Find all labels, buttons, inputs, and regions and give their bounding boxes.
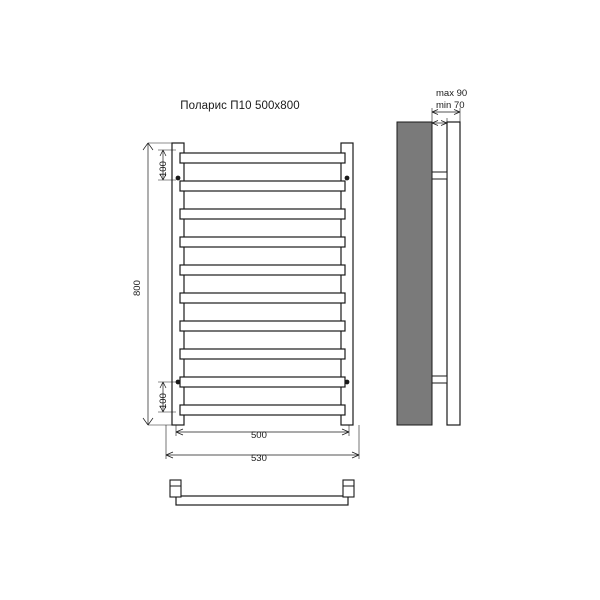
dim-label-max-90: max 90 xyxy=(436,88,468,99)
dim-height-800 xyxy=(143,143,172,425)
mount-boss xyxy=(176,176,181,181)
front-rail xyxy=(180,153,345,163)
front-view-group xyxy=(143,143,359,459)
side-bracket-top xyxy=(432,172,447,179)
dim-min-70 xyxy=(432,118,447,128)
front-rail xyxy=(180,265,345,275)
front-rail xyxy=(180,405,345,415)
dim-label-width-500: 500 xyxy=(251,430,267,441)
side-radiator-profile xyxy=(447,122,460,425)
dim-label-top-100: 100 xyxy=(158,161,169,177)
side-view-group xyxy=(397,108,460,425)
top-view-left-bracket xyxy=(170,480,181,497)
front-rails xyxy=(180,153,345,415)
front-rail xyxy=(180,209,345,219)
front-rail xyxy=(180,377,345,387)
top-view-bar xyxy=(176,496,348,505)
front-rail xyxy=(180,237,345,247)
dim-label-height-800: 800 xyxy=(132,280,143,296)
front-rail xyxy=(180,349,345,359)
mount-boss xyxy=(176,380,181,385)
side-wall-block xyxy=(397,122,432,425)
side-bracket-bottom xyxy=(432,376,447,383)
mount-boss xyxy=(345,176,350,181)
front-rail xyxy=(180,321,345,331)
mount-boss xyxy=(345,380,350,385)
front-rail xyxy=(180,293,345,303)
dim-label-min-70: min 70 xyxy=(436,100,465,111)
front-rail xyxy=(180,181,345,191)
dim-label-width-530: 530 xyxy=(251,453,267,464)
top-view-group xyxy=(170,480,354,505)
top-view-right-bracket xyxy=(343,480,354,497)
page-title: Поларис П10 500х800 xyxy=(180,100,300,112)
dim-label-bottom-100: 100 xyxy=(158,393,169,409)
